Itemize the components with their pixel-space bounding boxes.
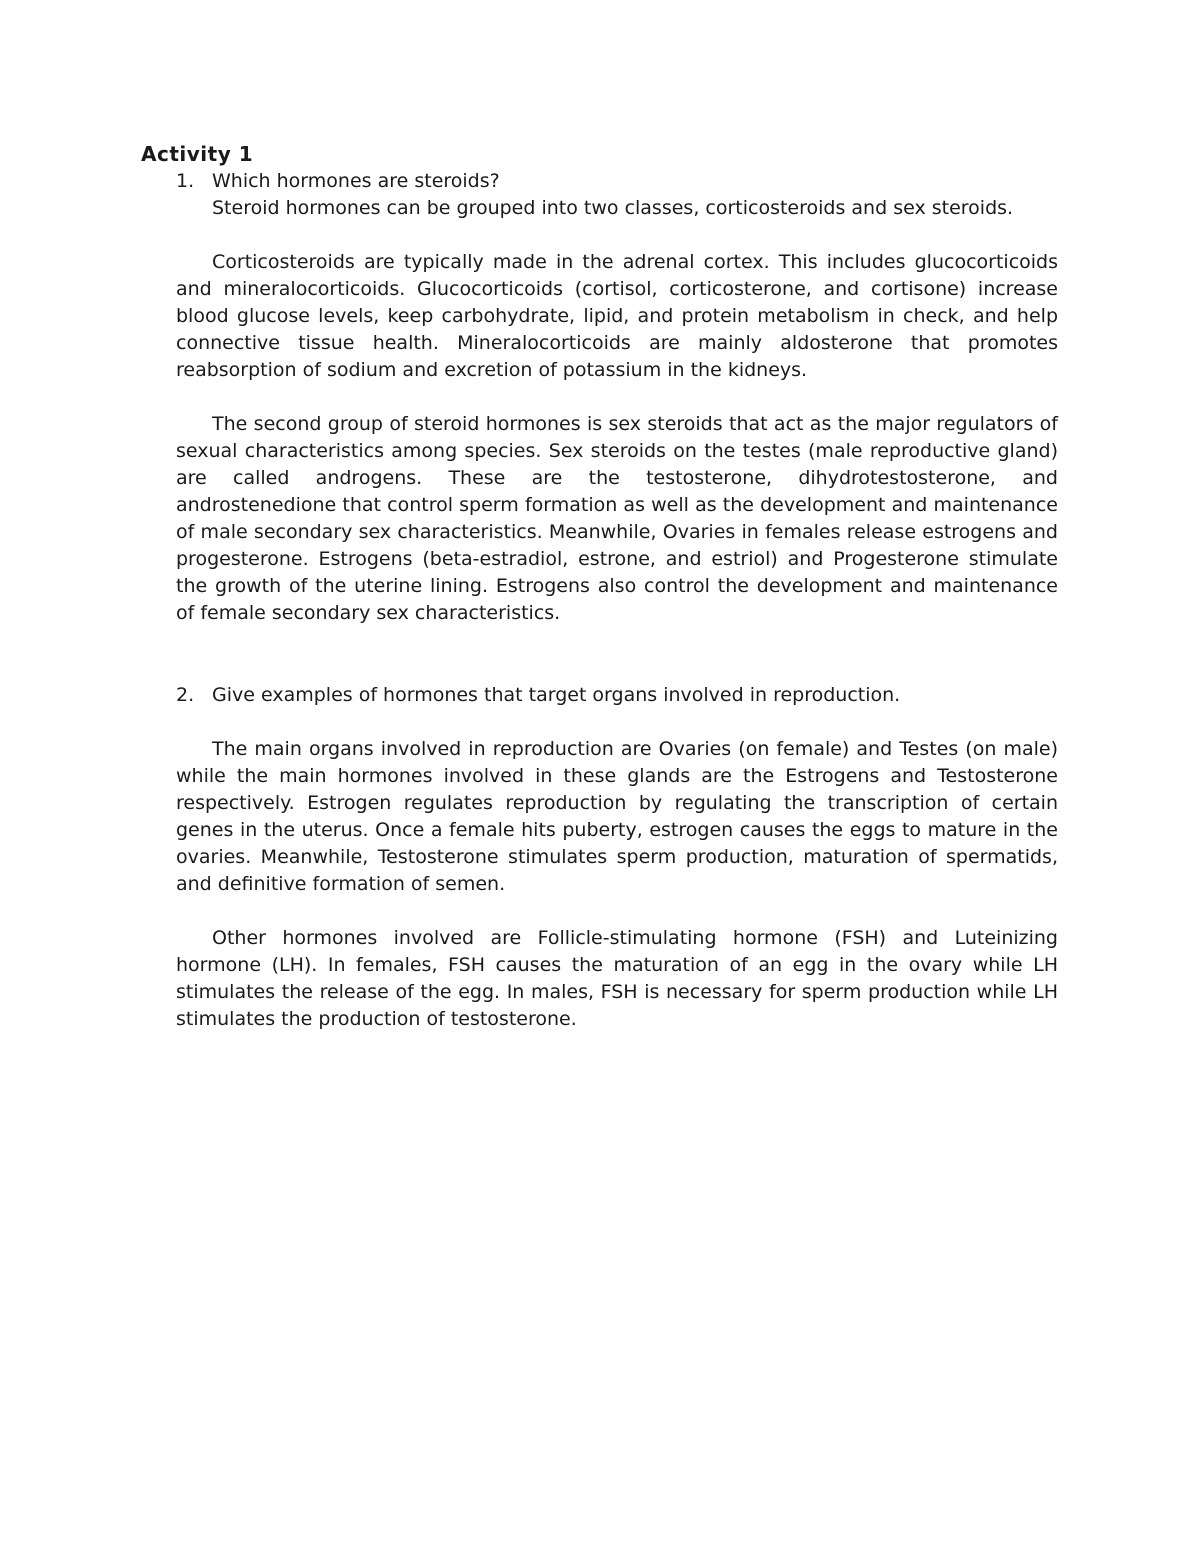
question-2-number: 2. (176, 684, 195, 706)
question-1-number: 1. (176, 170, 195, 192)
q2-answer-paragraph-2: Other hormones involved are Follicle-stimulating hormone (FSH) and Luteinizing hormone (LH). In females, FSH causes the maturation of an egg in the ovary while LH stimulates the release of the egg. In males, FSH is necessary for sperm production while LH stimulates the production of testosterone. (176, 927, 1058, 1030)
question-1 (176, 168, 1058, 195)
question-2 (176, 682, 1058, 709)
question-1-text: Which hormones are steroids? (212, 170, 500, 192)
document-title: Activity 1 (141, 142, 254, 166)
q1-answer-paragraph-1: Steroid hormones can be grouped into two classes, corticosteroids and sex steroids. (212, 197, 1014, 219)
q1-answer-paragraph-3: The second group of steroid hormones is sex steroids that act as the major regulators of sexual characteristics among species. Sex steroids on the testes (male reproductive gland) are called androgens. These are the testosterone, dihydrotestosterone, and androstenedione that control sperm formation as well as the development and maintenance of male secondary sex characteristics. Meanwhile, Ovaries in females release estrogens and progesterone. Estrogens (beta-estradiol, estrone, and estriol) and Progesterone stimulate the growth of the uterine lining. Estrogens also control the development and maintenance of female secondary sex characteristics. (176, 413, 1058, 624)
q2-answer-paragraph-1: The main organs involved in reproduction are Ovaries (on female) and Testes (on male) while the main hormones involved in these glands are the Estrogens and Testosterone respectively. Estrogen regulates reproduction by regulating the transcription of certain genes in the uterus. Once a female hits puberty, estrogen causes the eggs to mature in the ovaries. Meanwhile, Testosterone stimulates sperm production, maturation of spermatids, and definitive formation of semen. (176, 738, 1058, 895)
question-2-text: Give examples of hormones that target organs involved in reproduction. (212, 684, 901, 706)
q1-answer-paragraph-2: Corticosteroids are typically made in the adrenal cortex. This includes glucocorticoids and mineralocorticoids. Glucocorticoids (cortisol, corticosterone, and cortisone) increase blood glucose levels, keep carbohydrate, lipid, and protein metabolism in check, and help connective tissue health. Mineralocorticoids are mainly aldosterone that promotes reabsorption of sodium and excretion of potassium in the kidneys. (176, 251, 1058, 381)
